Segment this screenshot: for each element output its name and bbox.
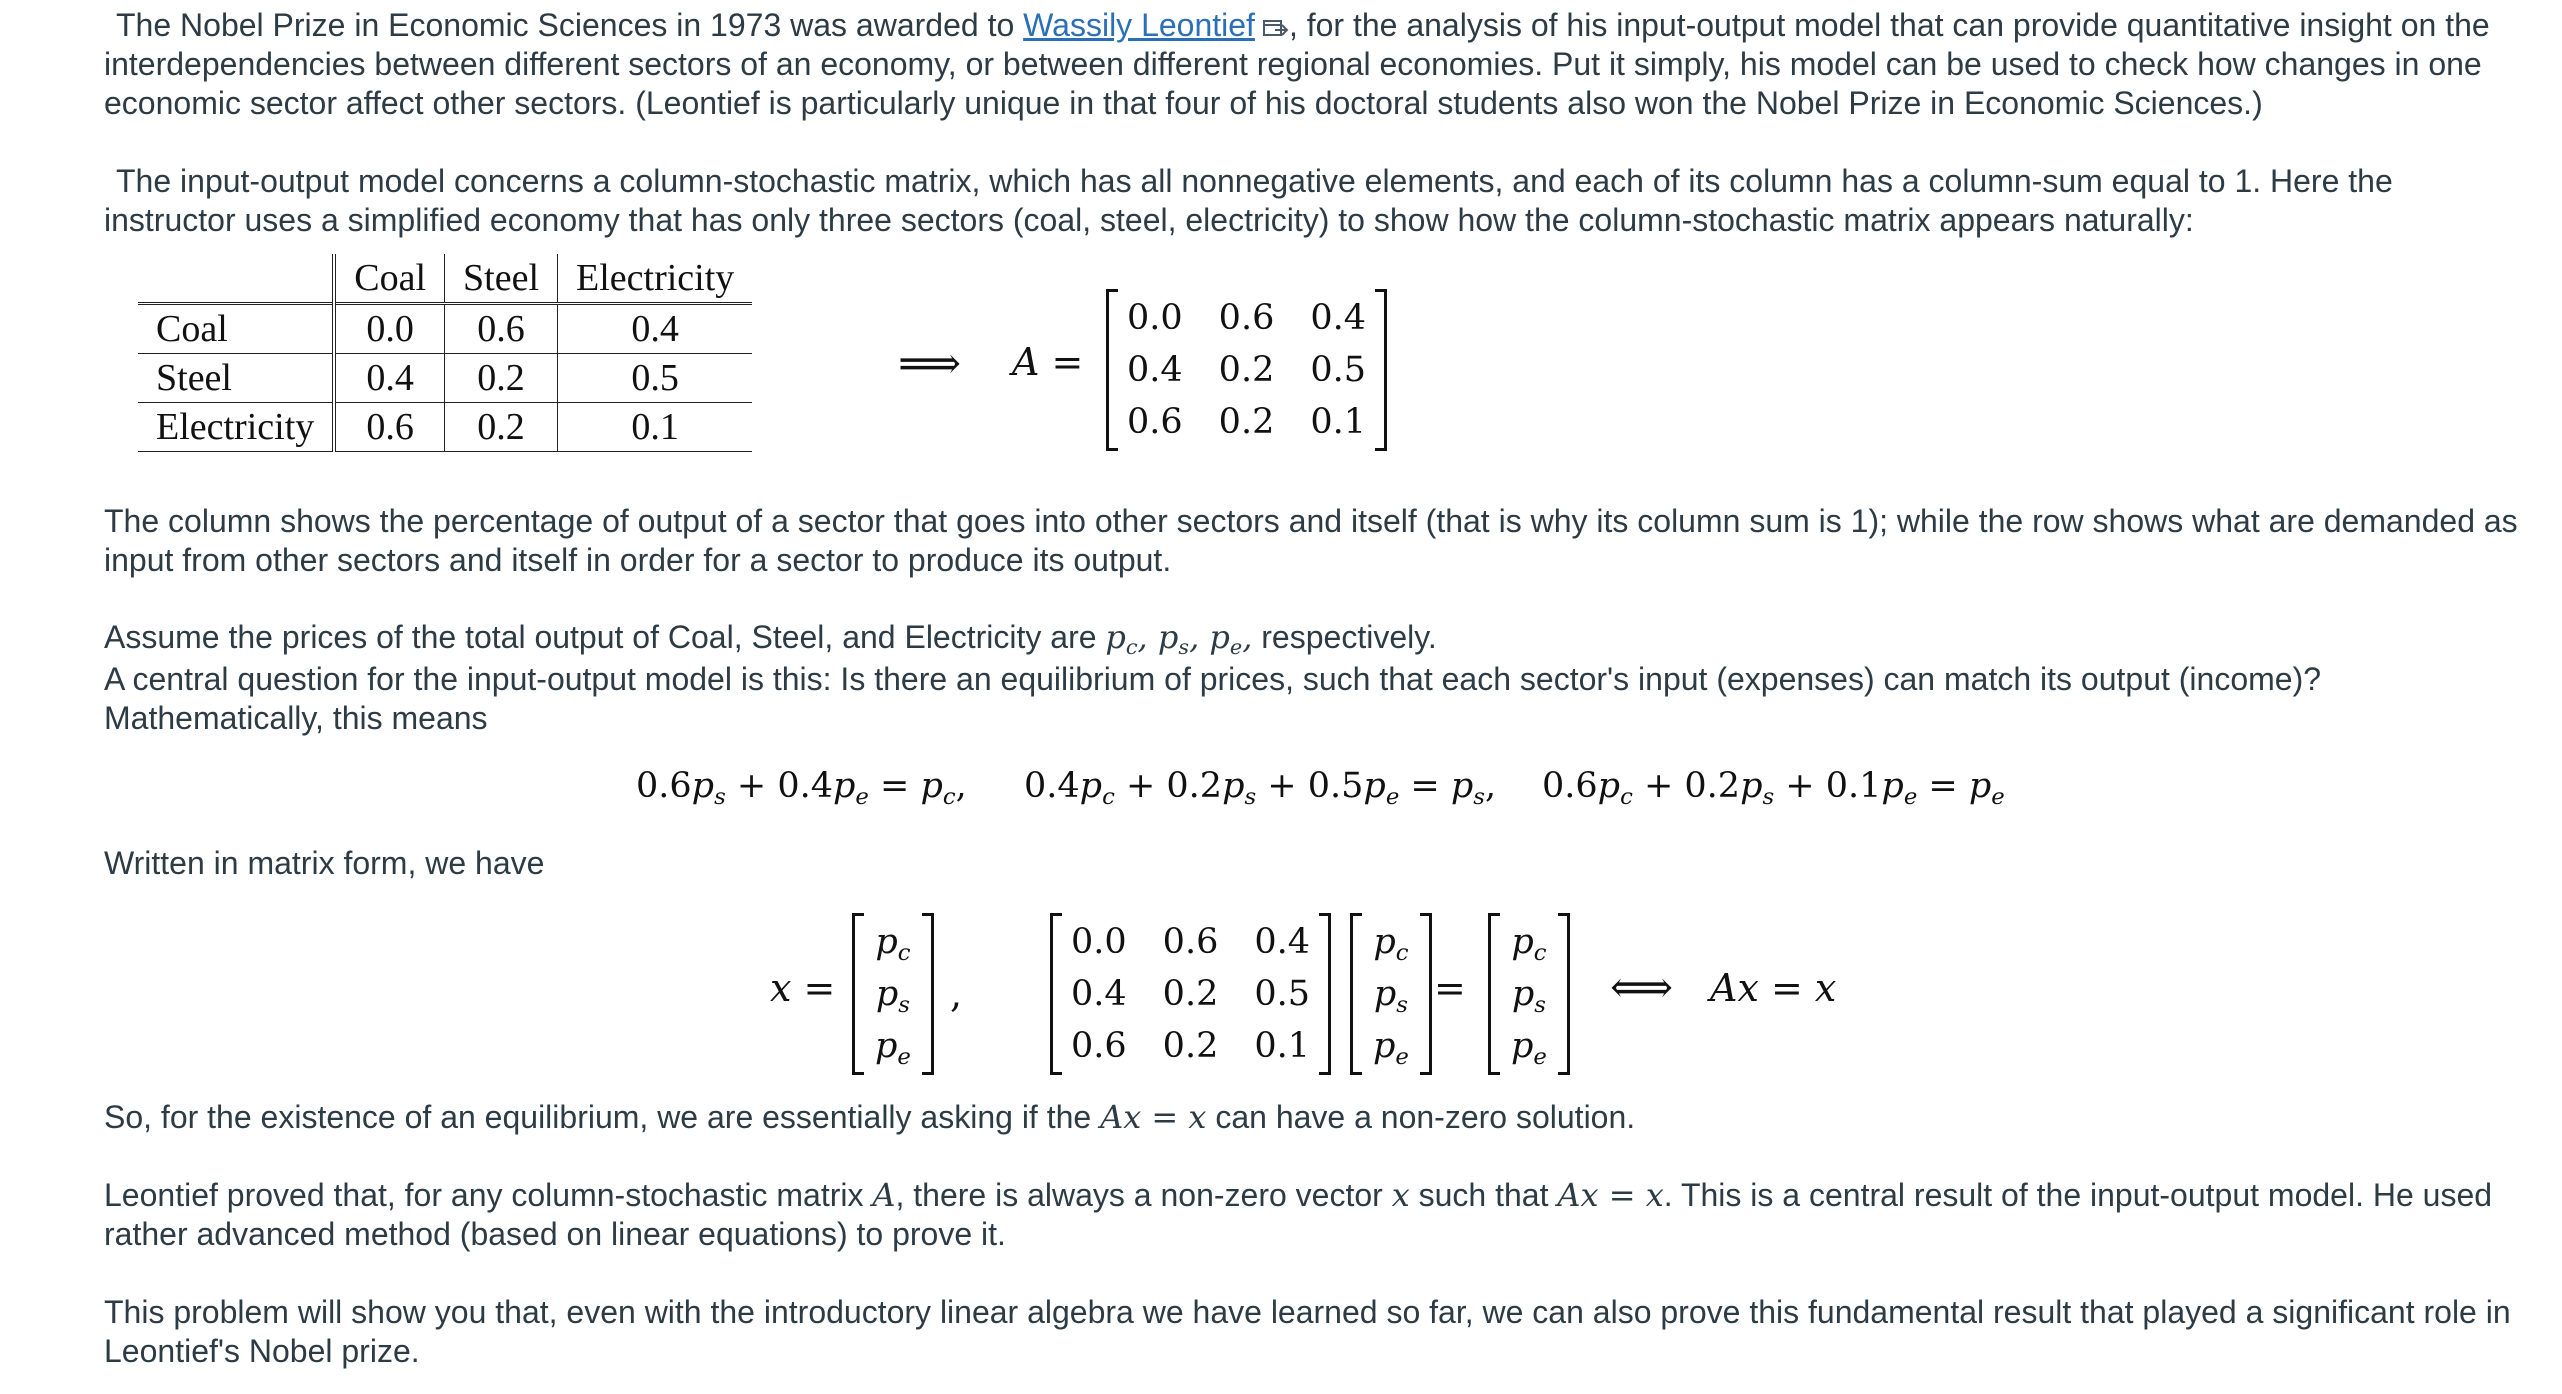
existence-paragraph: So, for the existence of an equilibrium, we are essentially asking if the Ax = x can have a non-zero solution. (104, 1098, 1636, 1136)
assumption-line: Assume the prices of the total output of Coal, Steel, and Electricity are $p_c$, $p_s$, $p_e$, respectively. (104, 618, 1437, 660)
table-cell: 0.2 (445, 354, 558, 403)
table-cell: 0.2 (445, 403, 558, 452)
column-row-paragraph: The column shows the percentage of output of a sector that goes into other sectors and itself (that is why its column sum is 1); while the row shows what are demanded as input from other sectors and itself in order for a sector to produce its output. (104, 503, 2518, 578)
matrix-entry: 0.6 (1071, 1026, 1127, 1066)
vector-entry: $p_e$ (875, 1026, 911, 1070)
problem-paragraph: This problem will show you that, even with the introductory linear algebra we have learned so far, we can also prove this fundamental result that played a significant role in Leontief's Nobel prize. (104, 1294, 2511, 1369)
vector-entry: $p_s$ (1373, 974, 1408, 1018)
matrix-a-label: A = (1012, 340, 1084, 384)
equation-1: $0.6p_s + 0.4p_e = p_c$, (636, 766, 967, 810)
ax-equals-x: Ax = x (1710, 966, 1837, 1010)
table-corner (138, 254, 334, 304)
matrix-entry: 0.2 (1162, 1026, 1219, 1066)
table-cell: 0.5 (558, 354, 753, 403)
central-question-line: A central question for the input-output model is this: Is there an equilibrium of prices, such that each sector's input (expenses) can match its output (income)? (104, 661, 2322, 697)
vector-entry: $p_c$ (1511, 922, 1547, 966)
table-cell: 0.4 (334, 354, 444, 403)
column-header-steel: Steel (445, 254, 558, 304)
vector-entry: $p_c$ (875, 922, 911, 966)
matrix-entry: 0.6 (1127, 402, 1183, 442)
matrix-entry: 0.4 (1127, 350, 1183, 390)
matrix-entry: 0.4 (1310, 298, 1367, 338)
matrix-entry: 0.1 (1254, 1026, 1311, 1066)
vector-entry: $p_s$ (875, 974, 910, 1018)
intro-text-start: The Nobel Prize in Economic Sciences in 1973 was awarded to (116, 7, 1024, 43)
stochastic-paragraph: The input-output model concerns a column-stochastic matrix, which has all nonnegative elements, and each of its column has a column-sum equal to 1. Here the instructor uses a simplified economy that has only three sectors (coal, steel, electricity) to show how the column-stochastic matrix appears naturally: (104, 163, 2393, 238)
matrix-a-product (1050, 916, 1331, 1072)
intro-text-end: , for the analysis of his input-output model that can provide quantitative insight on the interdependencies between different sectors of an economy, or between different regional economies. Put it simply, his model can be used to check how changes in one economic sector affect other sectors. (Leontief is particularly unique in that four of his doctoral students also won the Nobel Prize in Economic Sciences.) (104, 7, 2490, 121)
table-row (138, 354, 752, 403)
sector-table-header (138, 254, 752, 304)
mathematically-line: Mathematically, this means (104, 700, 488, 736)
row-label: Steel (138, 354, 334, 403)
x-vector-label: x = (770, 966, 836, 1010)
matrix-entry: 0.2 (1162, 974, 1219, 1014)
matrix-entry: 0.4 (1071, 974, 1127, 1014)
vector-entry: $p_e$ (1373, 1026, 1409, 1070)
column-header-coal: Coal (334, 254, 444, 304)
equation-3: $0.6p_c + 0.2p_s + 0.1p_e = p_e$ (1542, 766, 2005, 810)
table-cell: 0.1 (558, 403, 753, 452)
x-vector (852, 916, 934, 1072)
intro-paragraph (104, 6, 2524, 123)
p-vector-rhs (1488, 916, 1570, 1072)
table-cell: 0.4 (558, 304, 753, 354)
table-cell: 0.6 (445, 304, 558, 354)
matrix-form-label: Written in matrix form, we have (104, 845, 545, 881)
matrix-entry: 0.5 (1254, 974, 1311, 1014)
comma: , (950, 972, 963, 1016)
vector-entry: $p_e$ (1511, 1026, 1547, 1070)
row-label: Coal (138, 304, 334, 354)
table-cell: 0.6 (334, 403, 444, 452)
external-link-icon[interactable] (1255, 7, 1289, 43)
matrix-entry: 0.1 (1310, 402, 1367, 442)
matrix-entry: 0.2 (1218, 402, 1275, 442)
matrix-entry: 0.2 (1218, 350, 1275, 390)
matrix-entry: 0.6 (1162, 922, 1219, 962)
matrix-a (1106, 292, 1387, 448)
equation-2: $0.4p_c + 0.2p_s + 0.5p_e = p_s$, (1024, 766, 1497, 810)
matrix-entry: 0.0 (1127, 298, 1183, 338)
equals-sign: = (1434, 966, 1466, 1010)
row-label: Electricity (138, 403, 334, 452)
implies-arrow: ⟹ (898, 338, 962, 389)
table-row (138, 403, 752, 452)
matrix-entry: 0.5 (1310, 350, 1367, 390)
matrix-entry: 0.4 (1254, 922, 1311, 962)
vector-entry: $p_c$ (1373, 922, 1409, 966)
p-vector (1350, 916, 1432, 1072)
column-header-electricity: Electricity (558, 254, 753, 304)
vector-entry: $p_s$ (1511, 974, 1546, 1018)
leontief-link[interactable]: Wassily Leontief (1023, 7, 1255, 43)
table-cell: 0.0 (334, 304, 444, 354)
matrix-entry: 0.0 (1071, 922, 1127, 962)
iff-arrow: ⟺ (1610, 962, 1674, 1013)
proof-paragraph: Leontief proved that, for any column-stochastic matrix A, there is always a non-zero vector x such that Ax = x. This is a central result of the input-output model. He used rather advanced method (based on linear equations) to prove it. (104, 1176, 2493, 1252)
matrix-entry: 0.6 (1218, 298, 1275, 338)
sector-table (138, 254, 752, 452)
table-row (138, 304, 752, 354)
